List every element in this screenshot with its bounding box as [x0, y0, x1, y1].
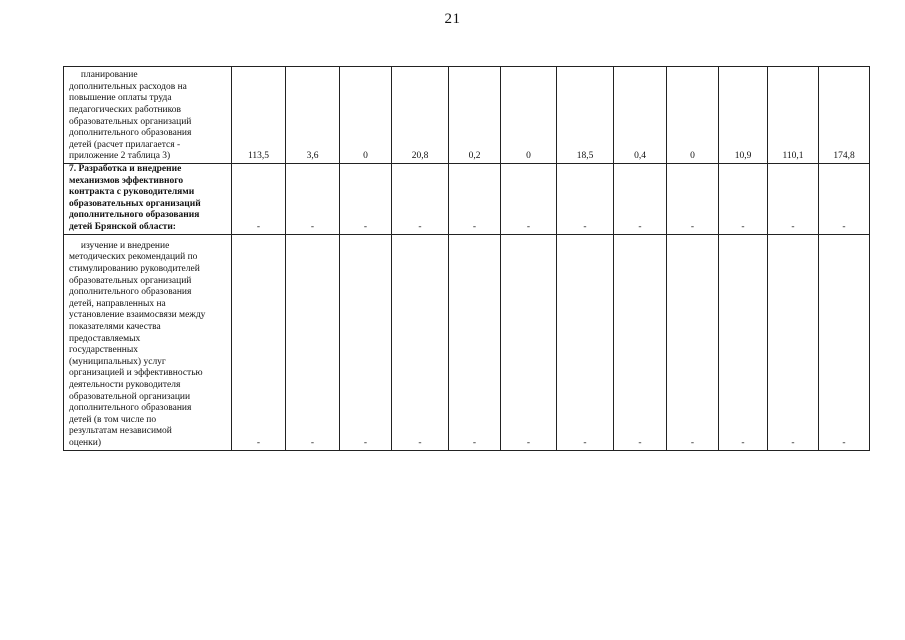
table-cell: -: [286, 164, 340, 235]
row-label: планирование дополнительных расходов на повышение оплаты труда педагогических работников образовательных организаций дополнительного образования детей (расчет прилагается - приложение 2 таблица 3): [64, 67, 232, 164]
table-cell: 0: [501, 67, 557, 164]
table-cell: 0,2: [449, 67, 501, 164]
table-cell: -: [557, 164, 614, 235]
table-cell: -: [449, 164, 501, 235]
table-cell: -: [232, 164, 286, 235]
table-cell: -: [501, 164, 557, 235]
table-cell: -: [667, 234, 719, 450]
page-number: 21: [444, 11, 461, 27]
table-cell: -: [286, 234, 340, 450]
table-cell: 10,9: [719, 67, 768, 164]
table-cell: -: [768, 164, 819, 235]
table-cell: 3,6: [286, 67, 340, 164]
table-cell: -: [340, 164, 392, 235]
table-cell: -: [557, 234, 614, 450]
table-cell: -: [667, 164, 719, 235]
table-cell: -: [819, 234, 870, 450]
table-row: [64, 164, 870, 235]
table-cell: -: [614, 164, 667, 235]
table-cell: -: [819, 164, 870, 235]
data-table: [63, 66, 870, 451]
table-cell: 0,4: [614, 67, 667, 164]
table-row: [64, 67, 870, 164]
table-cell: -: [449, 234, 501, 450]
row-label: изучение и внедрение методических рекомендаций по стимулированию руководителей образовательных организаций дополнительного образования детей, направленных на установление взаимосвязи между показателями качества предоставляемых государственных (муниципальных) услуг организацией и эффективностью деятельности руководителя образовательной организации дополнительного образования детей (в том числе по результатам независимой оценки): [64, 234, 232, 450]
table-row: [64, 234, 870, 450]
table-cell: 110,1: [768, 67, 819, 164]
table-cell: 174,8: [819, 67, 870, 164]
table-cell: -: [340, 234, 392, 450]
table-cell: -: [614, 234, 667, 450]
table-cell: -: [392, 164, 449, 235]
table-cell: -: [501, 234, 557, 450]
table-cell: -: [232, 234, 286, 450]
row-label: 7. Разработка и внедрение механизмов эффективного контракта с руководителями образовательных организаций дополнительного образования детей Брянской области:: [64, 164, 232, 235]
table-cell: 113,5: [232, 67, 286, 164]
table-cell: -: [719, 164, 768, 235]
table-cell: -: [392, 234, 449, 450]
table-cell: 0: [667, 67, 719, 164]
table-cell: -: [768, 234, 819, 450]
table-cell: 20,8: [392, 67, 449, 164]
table-cell: 0: [340, 67, 392, 164]
table-cell: 18,5: [557, 67, 614, 164]
table-cell: -: [719, 234, 768, 450]
